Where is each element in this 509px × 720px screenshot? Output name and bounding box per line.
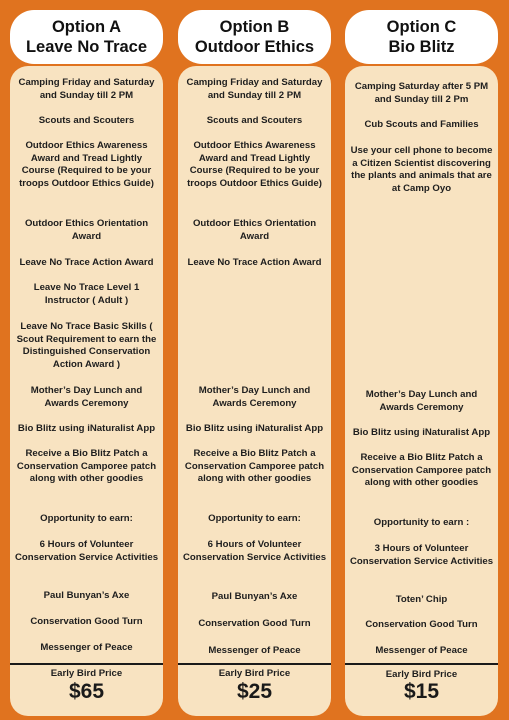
list-item: Paul Bunyan’s Axe: [43, 590, 130, 601]
list-item: 6 Hours of Volunteer Conservation Service Activities: [14, 539, 159, 563]
option-c-title: Option C: [386, 18, 457, 36]
price-divider: [10, 663, 163, 665]
list-item: Receive a Bio Blitz Patch a Conservation Camporee patch along with other goodies: [184, 448, 325, 485]
list-item: Leave No Trace Action Award: [187, 257, 322, 268]
list-item: Camping Friday and Saturday and Sunday till 2 PM: [18, 77, 155, 101]
price-divider: [178, 663, 331, 665]
option-a-subtitle: Leave No Trace: [25, 38, 148, 56]
list-item: Toten’ Chip: [395, 594, 448, 605]
option-a-panel: [10, 66, 163, 716]
price-value: $15: [403, 680, 440, 703]
list-item: Bio Blitz using iNaturalist App: [352, 427, 491, 438]
list-item: Leave No Trace Action Award: [19, 257, 154, 268]
list-item: Mother’s Day Lunch and Awards Ceremony: [365, 389, 478, 413]
list-item: Conservation Good Turn: [198, 618, 311, 629]
price-divider: [345, 663, 498, 665]
option-b-title: Option B: [219, 18, 290, 36]
option-a-title: Option A: [51, 18, 122, 36]
option-c-subtitle: Bio Blitz: [388, 38, 455, 56]
price-label: Early Bird Price: [218, 668, 291, 679]
option-b-column: [178, 0, 331, 720]
list-item: Bio Blitz using iNaturalist App: [17, 423, 156, 434]
list-item: 6 Hours of Volunteer Conservation Service Activities: [182, 539, 327, 563]
option-b-panel: [178, 66, 331, 716]
option-c-column: [345, 0, 498, 720]
list-item: Camping Friday and Saturday and Sunday till 2 PM: [186, 77, 323, 101]
list-item: Conservation Good Turn: [30, 616, 143, 627]
option-a-header: [10, 10, 163, 64]
list-item: Receive a Bio Blitz Patch a Conservation Camporee patch along with other goodies: [351, 452, 492, 489]
list-item: Opportunity to earn:: [40, 513, 133, 524]
price-value: $25: [236, 680, 273, 703]
list-item: Mother’s Day Lunch and Awards Ceremony: [30, 385, 143, 409]
list-item: Scouts and Scouters: [206, 115, 303, 126]
list-item: Messenger of Peace: [208, 645, 301, 656]
list-item: Leave No Trace Basic Skills ( Scout Requirement to earn the Distinguished Conservation Action Award ): [16, 321, 157, 370]
option-b-subtitle: Outdoor Ethics: [194, 38, 315, 56]
list-item: Leave No Trace Level 1 Instructor ( Adult ): [33, 282, 140, 306]
list-item: Cub Scouts and Families: [364, 119, 479, 130]
list-item: Outdoor Ethics Orientation Award: [24, 218, 149, 242]
list-item: Messenger of Peace: [40, 642, 133, 653]
price-label: Early Bird Price: [50, 668, 123, 679]
list-item: Receive a Bio Blitz Patch a Conservation Camporee patch along with other goodies: [16, 448, 157, 485]
list-item: Paul Bunyan’s Axe: [211, 591, 298, 602]
option-a-column: [10, 0, 163, 720]
list-item: Opportunity to earn :: [373, 517, 470, 528]
list-item: Outdoor Ethics Awareness Award and Tread Lightly Course (Required to be your troops Outdoor Ethics Guide): [187, 140, 322, 189]
list-item: Outdoor Ethics Orientation Award: [192, 218, 317, 242]
list-item: Outdoor Ethics Awareness Award and Tread Lightly Course (Required to be your troops Outdoor Ethics Guide): [19, 140, 154, 189]
list-item: Mother’s Day Lunch and Awards Ceremony: [198, 385, 311, 409]
list-item: Conservation Good Turn: [365, 619, 478, 630]
list-item: Camping Saturday after 5 PM and Sunday till 2 Pm: [354, 81, 489, 105]
price-value: $65: [68, 680, 105, 703]
list-item: 3 Hours of Volunteer Conservation Service Activities: [349, 543, 494, 567]
option-b-header: [178, 10, 331, 64]
list-item: Opportunity to earn:: [208, 513, 301, 524]
list-item: Messenger of Peace: [375, 645, 468, 656]
price-label: Early Bird Price: [385, 669, 458, 680]
list-item: Use your cell phone to become a Citizen Scientist discovering the plants and animals that are at Camp Oyo: [350, 145, 493, 194]
list-item: Bio Blitz using iNaturalist App: [185, 423, 324, 434]
option-c-panel: [345, 66, 498, 716]
list-item: Scouts and Scouters: [38, 115, 135, 126]
option-c-header: [345, 10, 498, 64]
